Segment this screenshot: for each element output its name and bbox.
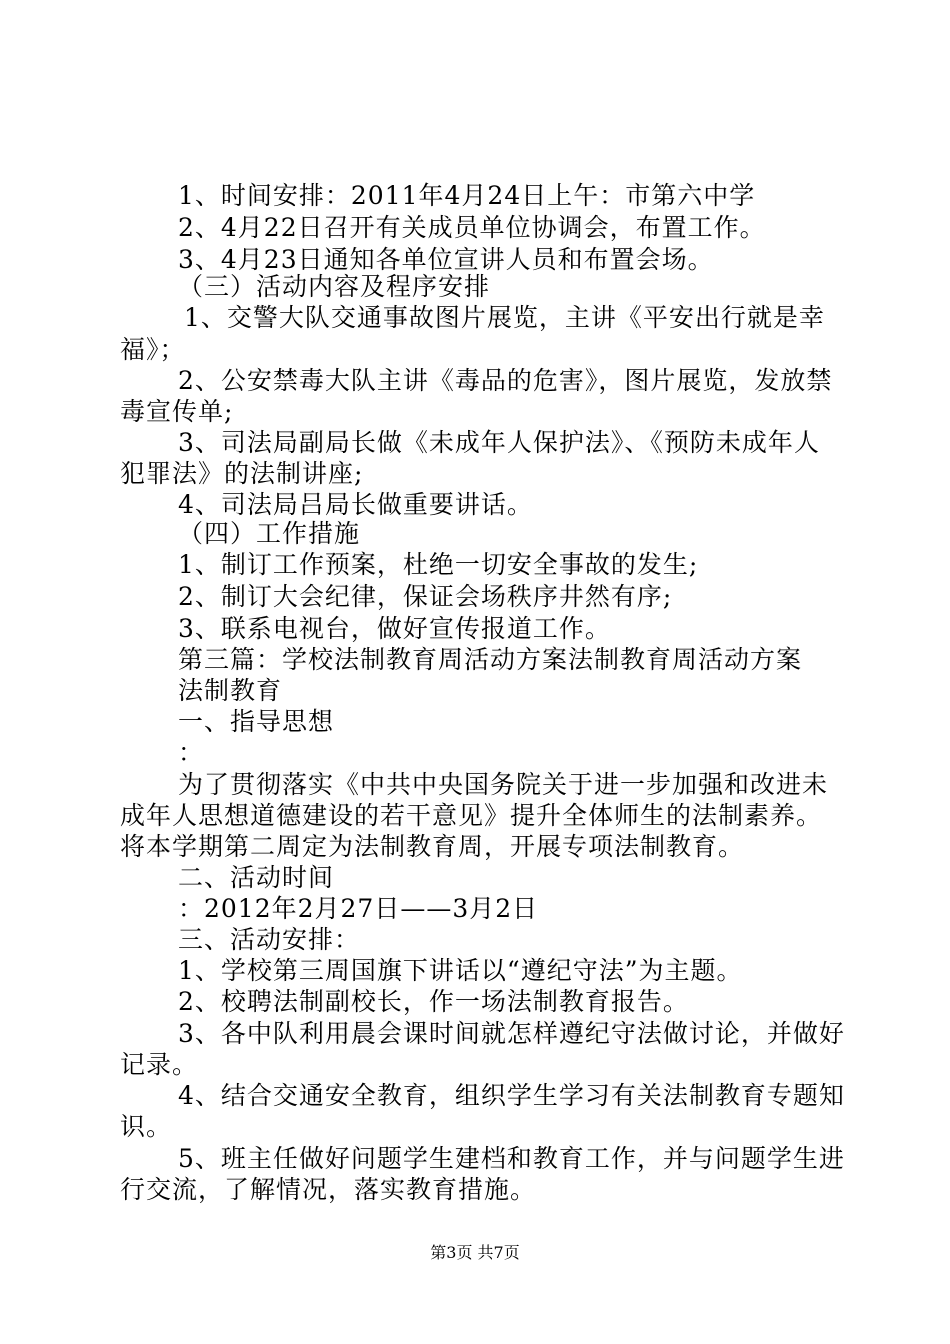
text-line: 行交流，了解情况，落实教育措施。 <box>120 1175 537 1204</box>
text-line: 犯罪法》的法制讲座; <box>120 459 364 488</box>
text-line: ：2012年2月27日——3月2日 <box>178 894 539 923</box>
text-line: 5、班主任做好问题学生建档和教育工作，并与问题学生进 <box>178 1144 845 1173</box>
text-line: 毒宣传单; <box>120 397 234 426</box>
text-line: 3、司法局副局长做《未成年人保护法》、《预防未成年人 <box>178 428 820 457</box>
text-line: 3、各中队利用晨会课时间就怎样遵纪守法做讨论，并做好 <box>178 1019 845 1048</box>
text-line: 为了贯彻落实《中共中央国务院关于进一步加强和改进未 <box>178 770 829 799</box>
text-line: 记录。 <box>120 1050 199 1079</box>
text-line: 将本学期第二周定为法制教育周，开展专项法制教育。 <box>120 832 745 861</box>
text-line: 1、交警大队交通事故图片展览，主讲《平安出行就是幸 <box>184 303 825 332</box>
text-line: 法制教育 <box>178 676 283 705</box>
text-line: 3、4月23日通知各单位宣讲人员和布置会场。 <box>178 245 714 274</box>
section-heading: 一、指导思想 <box>178 707 335 736</box>
text-line: 3、联系电视台，做好宣传报道工作。 <box>178 614 611 643</box>
text-line: ： <box>178 738 205 767</box>
text-line: 4、结合交通安全教育，组织学生学习有关法制教育专题知 <box>178 1081 845 1110</box>
section-heading: 三、活动安排： <box>178 925 361 954</box>
text-line: 福》； <box>120 335 186 364</box>
text-line: 2、4月22日召开有关成员单位协调会，布置工作。 <box>178 213 766 242</box>
text-line: 成年人思想道德建设的若干意见》提升全体师生的法制素养。 <box>120 801 823 830</box>
text-line: 1、时间安排：2011年4月24日上午：市第六中学 <box>178 181 756 210</box>
text-line: 1、制订工作预案，杜绝一切安全事故的发生; <box>178 550 699 579</box>
text-line: 2、校聘法制副校长，作一场法制教育报告。 <box>178 987 689 1016</box>
text-line: 2、公安禁毒大队主讲《毒品的危害》，图片展览，发放禁 <box>178 366 833 395</box>
section-heading: 二、活动时间 <box>178 863 335 892</box>
text-line: 1、学校第三周国旗下讲话以“遵纪守法”为主题。 <box>178 956 743 985</box>
page-number-footer: 第3页 共7页 <box>430 1243 520 1262</box>
chapter-title: 第三篇：学校法制教育周活动方案法制教育周活动方案 <box>178 645 803 674</box>
text-line: 识。 <box>120 1112 173 1141</box>
text-line: 4、司法局吕局长做重要讲话。 <box>178 490 533 519</box>
section-heading: （三）活动内容及程序安排 <box>178 272 491 301</box>
text-line: 2、制订大会纪律，保证会场秩序井然有序; <box>178 582 673 611</box>
section-heading: （四）工作措施 <box>178 519 361 548</box>
